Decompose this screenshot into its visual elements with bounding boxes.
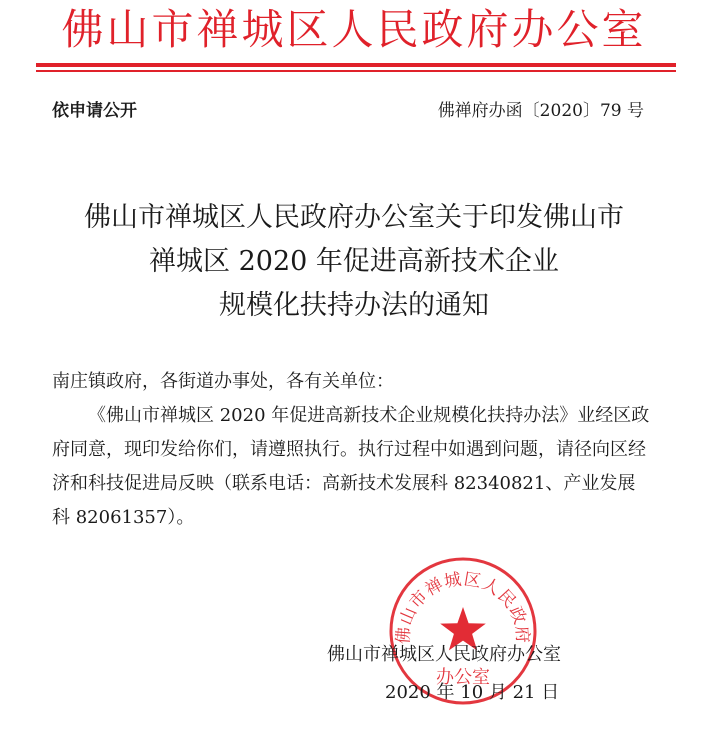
seal-bottom-text: 办公室 (436, 667, 490, 688)
masthead-rule-thin (36, 70, 676, 72)
disclosure-type: 依申请公开 (52, 101, 137, 121)
issue-date: 2020 年 10 月 21 日 (385, 682, 560, 703)
issuer-signature: 佛山市禅城区人民政府办公室 (327, 644, 561, 665)
document-number: 佛禅府办函〔2020〕79 号 (437, 101, 644, 121)
title-line-2: 禅城区 2020 年促进高新技术企业 (149, 246, 559, 277)
masthead-title: 佛山市禅城区人民政府办公室 (61, 5, 647, 54)
title-line-3: 规模化扶持办法的通知 (219, 290, 489, 321)
seal-arc-text: 佛山市禅城区人民政府 (393, 569, 533, 645)
title-line-1: 佛山市禅城区人民政府办公室关于印发佛山市 (84, 202, 624, 233)
body-paragraph: 《佛山市禅城区 2020 年促进高新技术企业规模化扶持办法》业经区政府同意，现印发给你们，请遵照执行。执行过程中如遇到问题，请径向区经济和科技促进局反映（联系电话：高新技术发展科 82340821、产业发展科 82061357）。 (52, 405, 650, 528)
salutation: 南庄镇政府，各街道办事处，各有关单位： (52, 371, 394, 392)
document-body (52, 365, 652, 535)
masthead-rule-thick (36, 63, 676, 67)
document-title (0, 196, 708, 328)
